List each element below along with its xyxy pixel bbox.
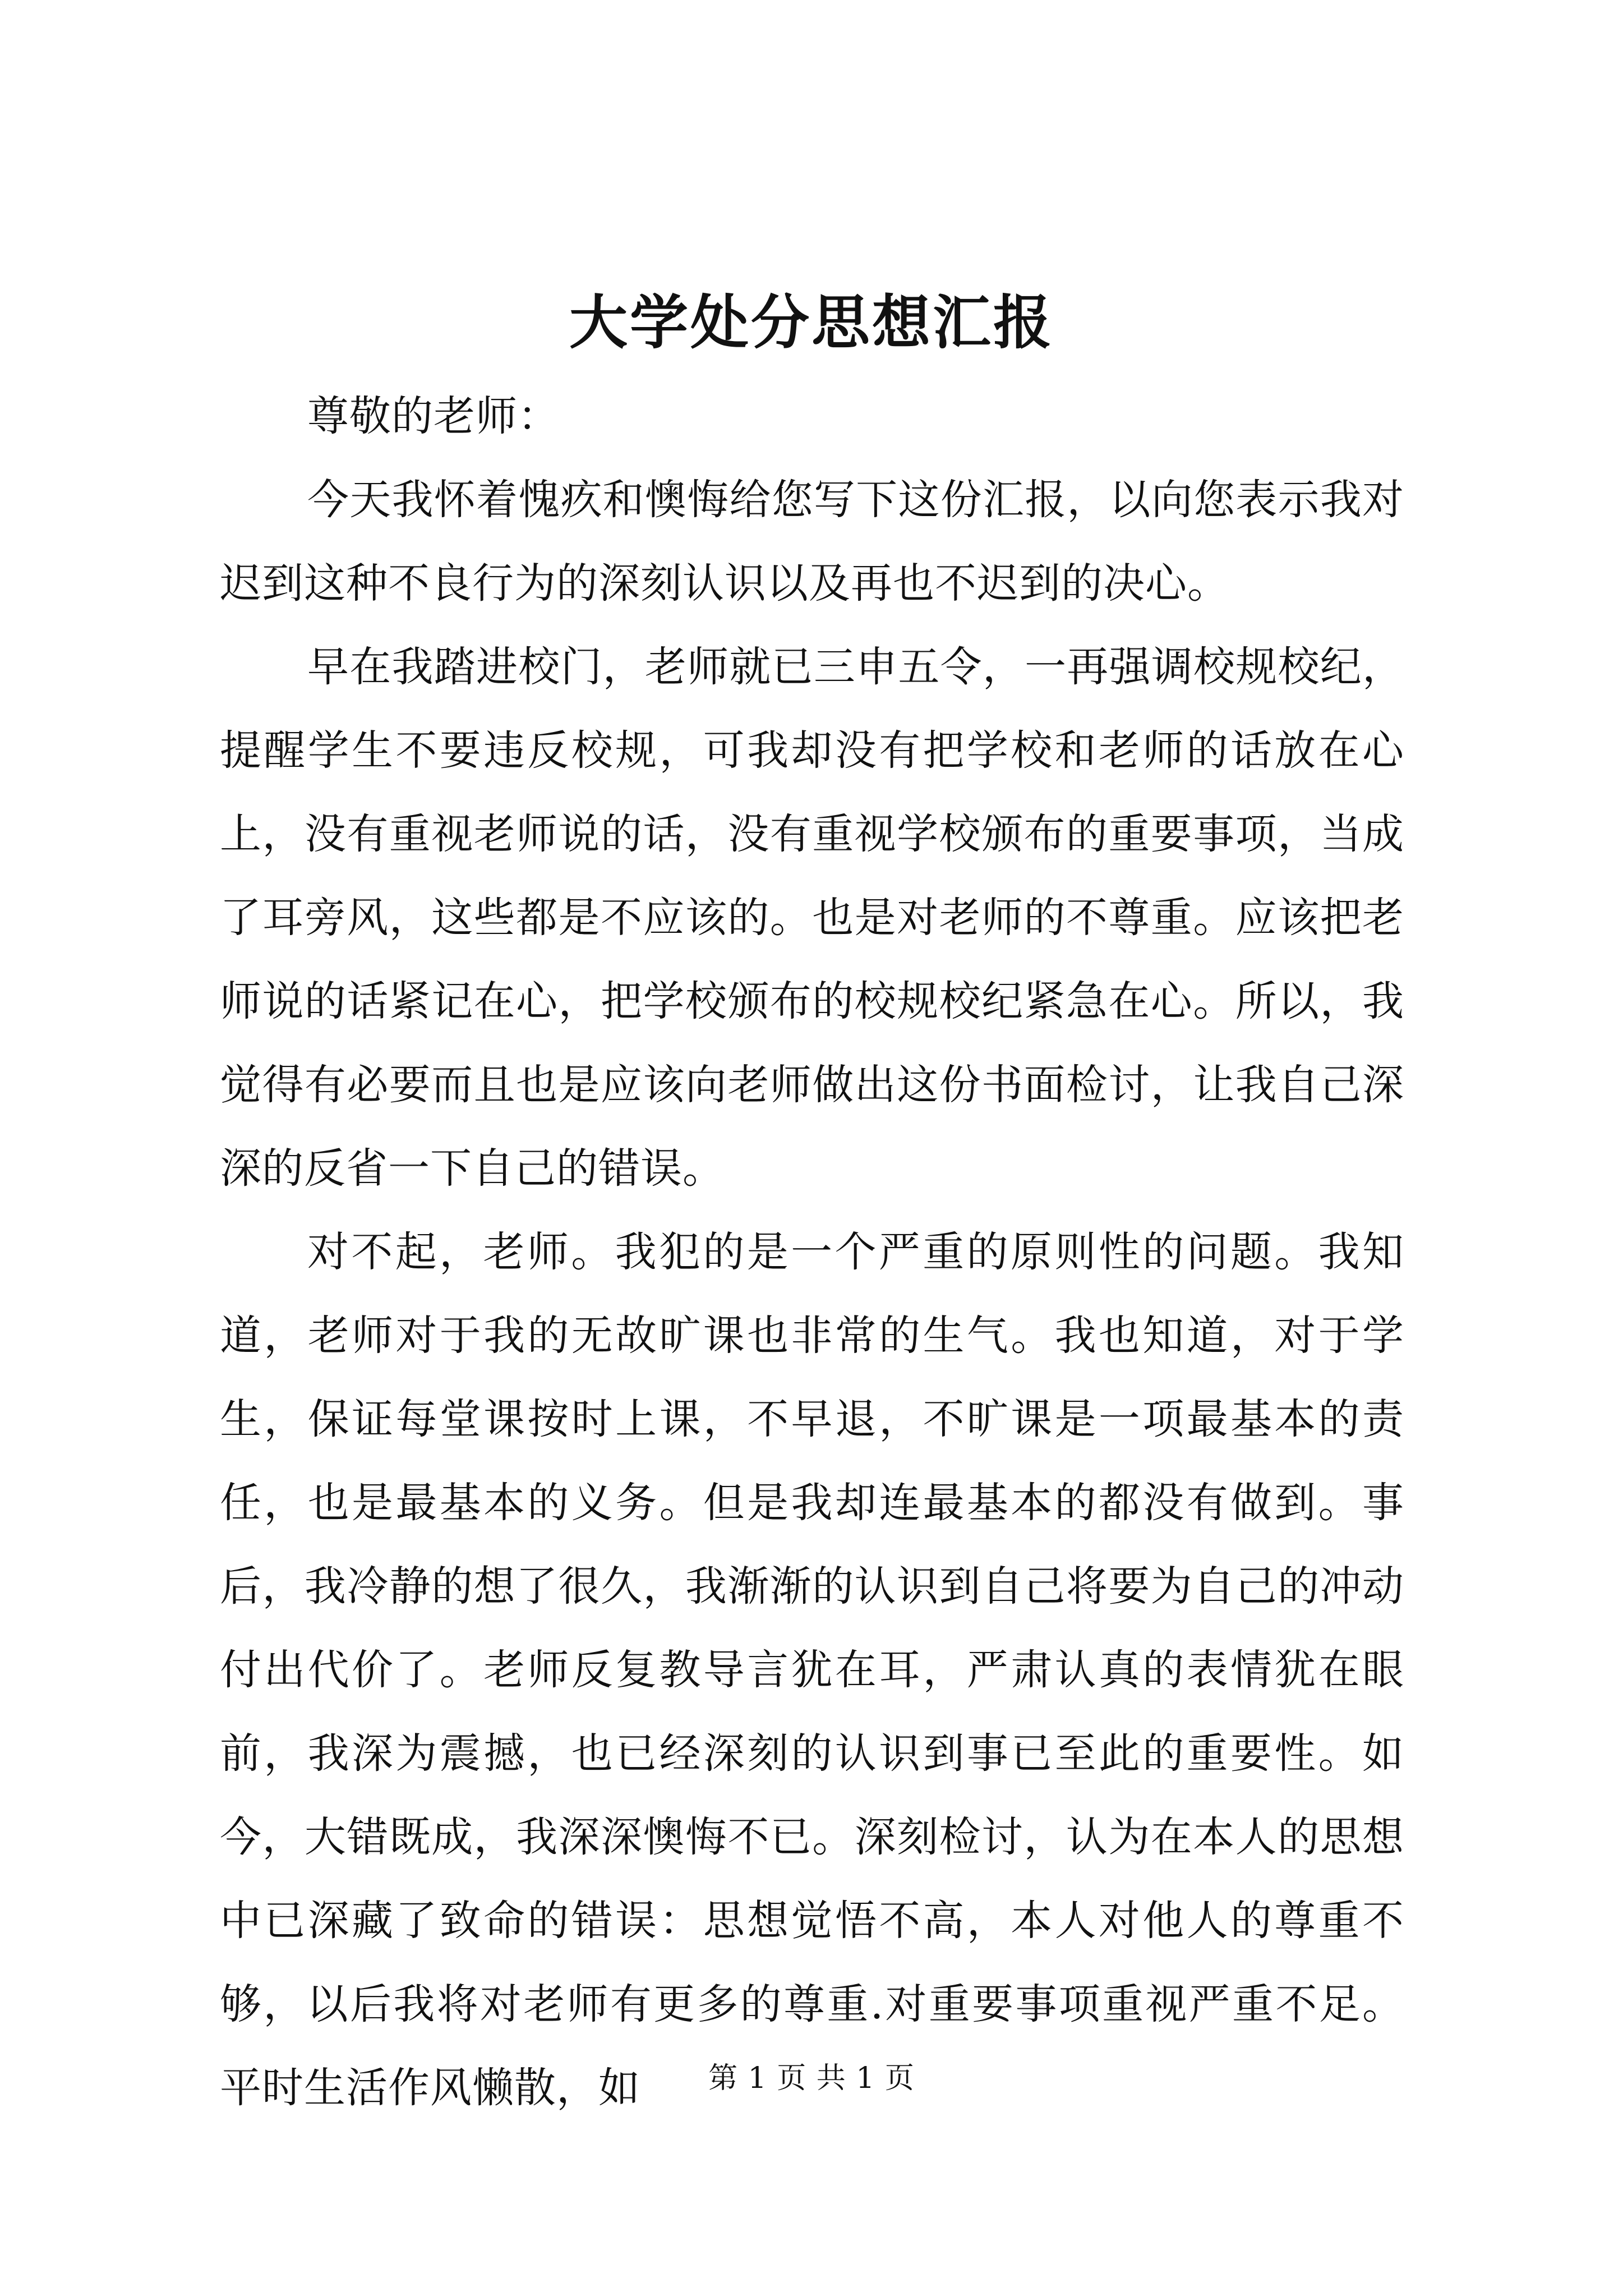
greeting: 尊敬的老师： <box>307 392 560 440</box>
page-footer: 第 1 页 共 1 页 <box>708 2062 915 2095</box>
document-body <box>220 375 1404 2130</box>
document-title: 大学处分思想汇报 <box>569 288 1054 357</box>
paragraph: 对不起，老师。我犯的是一个严重的原则性的问题。我知道，老师对于我的无故旷课也非常的生气。我也知道，对于学生，保证每堂课按时上课，不早退，不旷课是一项最基本的责任，也是最基本的义务。但是我却连最基本的都没有做到。事后，我冷静的想了很久，我渐渐的认识到自己将要为自己的冲动付出代价了。老师反复教导言犹在耳，严肃认真的表情犹在眼前，我深为震撼，也已经深刻的认识到事已至此的重要性。如今，大错既成，我深深懊悔不已。深刻检讨，认为在本人的思想中已深藏了致命的错误：思想觉悟不高，本人对他人的尊重不够，以后我将对老师有更多的尊重.对重要事项重视严重不足。平时生活作风懒散，如 <box>220 1228 1404 2112</box>
paragraph: 今天我怀着愧疚和懊悔给您写下这份汇报，以向您表示我对迟到这种不良行为的深刻认识以及再也不迟到的决心。 <box>220 476 1404 608</box>
paragraph: 早在我踏进校门，老师就已三申五令，一再强调校规校纪，提醒学生不要违反校规，可我却没有把学校和老师的话放在心上，没有重视老师说的话，没有重视学校颁布的重要事项，当成了耳旁风，这些都是不应该的。也是对老师的不尊重。应该把老师说的话紧记在心，把学校颁布的校规校纪紧急在心。所以，我觉得有必要而且也是应该向老师做出这份书面检讨，让我自己深深的反省一下自己的错误。 <box>220 643 1404 1193</box>
